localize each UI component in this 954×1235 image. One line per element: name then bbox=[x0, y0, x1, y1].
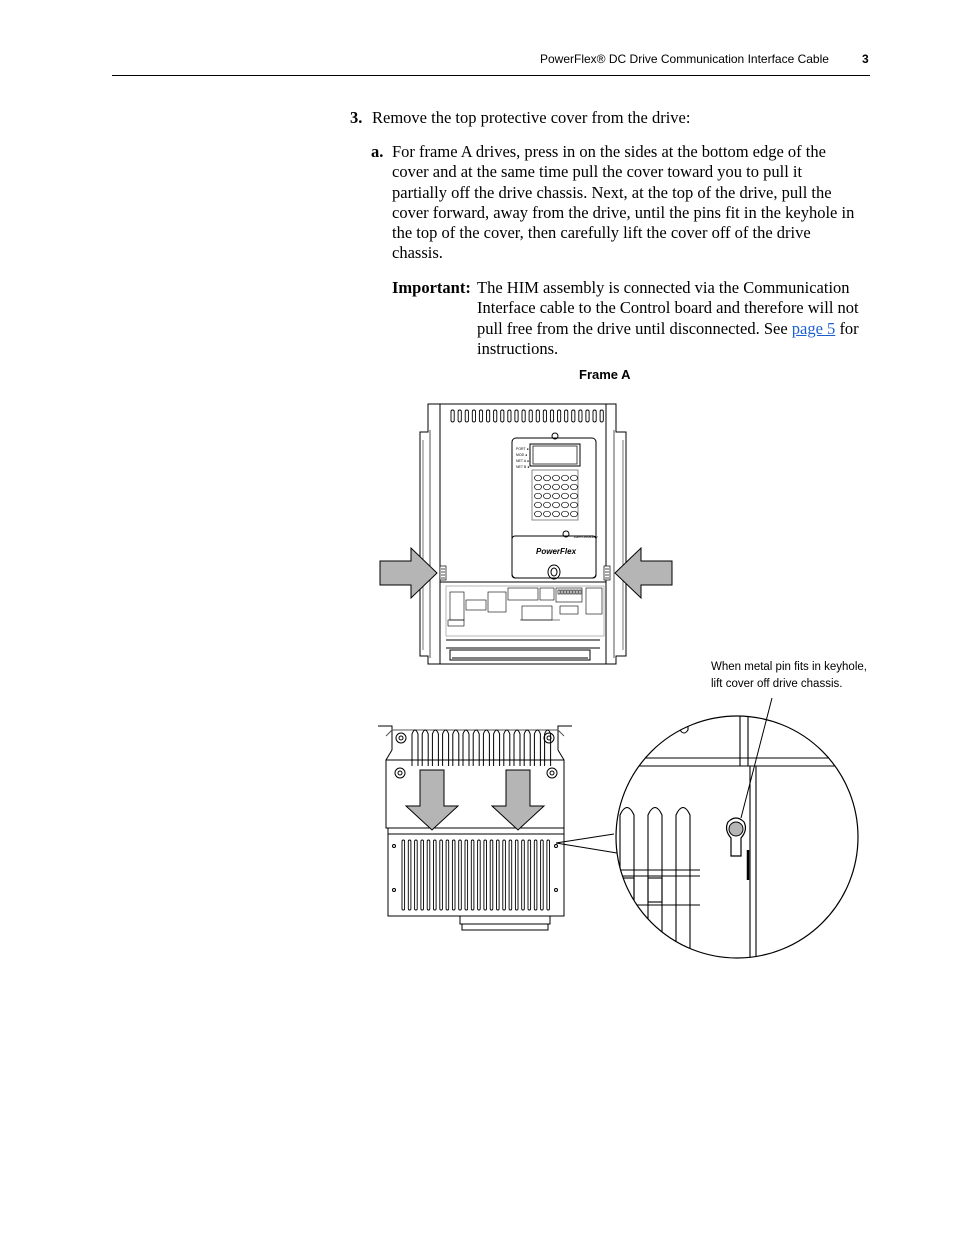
substep-line: cover forward, away from the drive, until the pins fit in the keyhole in bbox=[392, 202, 855, 222]
substep-label: a. bbox=[371, 142, 384, 161]
brand-logo: Allen-Bradley bbox=[574, 534, 598, 539]
magnifier-leader bbox=[556, 834, 617, 853]
substep-line: the top of the cover, then carefully lift the cover off of the drive bbox=[392, 223, 811, 243]
important-label: Important: bbox=[392, 278, 471, 297]
svg-text:NET B ●: NET B ● bbox=[516, 465, 530, 469]
powerflex-logo: PowerFlex bbox=[536, 547, 577, 556]
keyhole-detail-magnifier bbox=[610, 716, 870, 960]
important-line: instructions. bbox=[477, 338, 559, 358]
substep-line: For frame A drives, press in on the sides at the bottom edge of the bbox=[392, 142, 826, 161]
important-text: for bbox=[835, 318, 859, 338]
substep-line: partially off the drive chassis. Next, at the top of the drive, pull the bbox=[392, 182, 832, 202]
important-line: Interface cable to the Control board and therefore will not bbox=[477, 298, 859, 318]
svg-text:NET A ●: NET A ● bbox=[516, 459, 529, 463]
svg-text:MOD ●: MOD ● bbox=[516, 453, 528, 457]
callout-line: lift cover off drive chassis. bbox=[711, 678, 843, 690]
callout-line: When metal pin fits in keyhole, bbox=[711, 661, 867, 673]
metal-pin-icon bbox=[729, 822, 743, 836]
page-number: 3 bbox=[862, 52, 869, 66]
important-text: pull free from the drive until disconnected. See bbox=[477, 318, 792, 338]
page-5-link[interactable]: page 5 bbox=[791, 318, 836, 338]
substep-line: chassis. bbox=[392, 243, 443, 263]
svg-text:PORT ●: PORT ● bbox=[516, 447, 529, 451]
substep-line: cover and at the same time pull the cover toward you to pull it bbox=[392, 162, 803, 182]
running-header: PowerFlex® DC Drive Communication Interface Cable bbox=[540, 52, 829, 66]
figure-caption: Frame A bbox=[579, 367, 631, 382]
important-line: The HIM assembly is connected via the Communication bbox=[477, 278, 850, 297]
step-text: Remove the top protective cover from the drive: bbox=[372, 108, 691, 127]
step-number: 3. bbox=[350, 108, 363, 127]
